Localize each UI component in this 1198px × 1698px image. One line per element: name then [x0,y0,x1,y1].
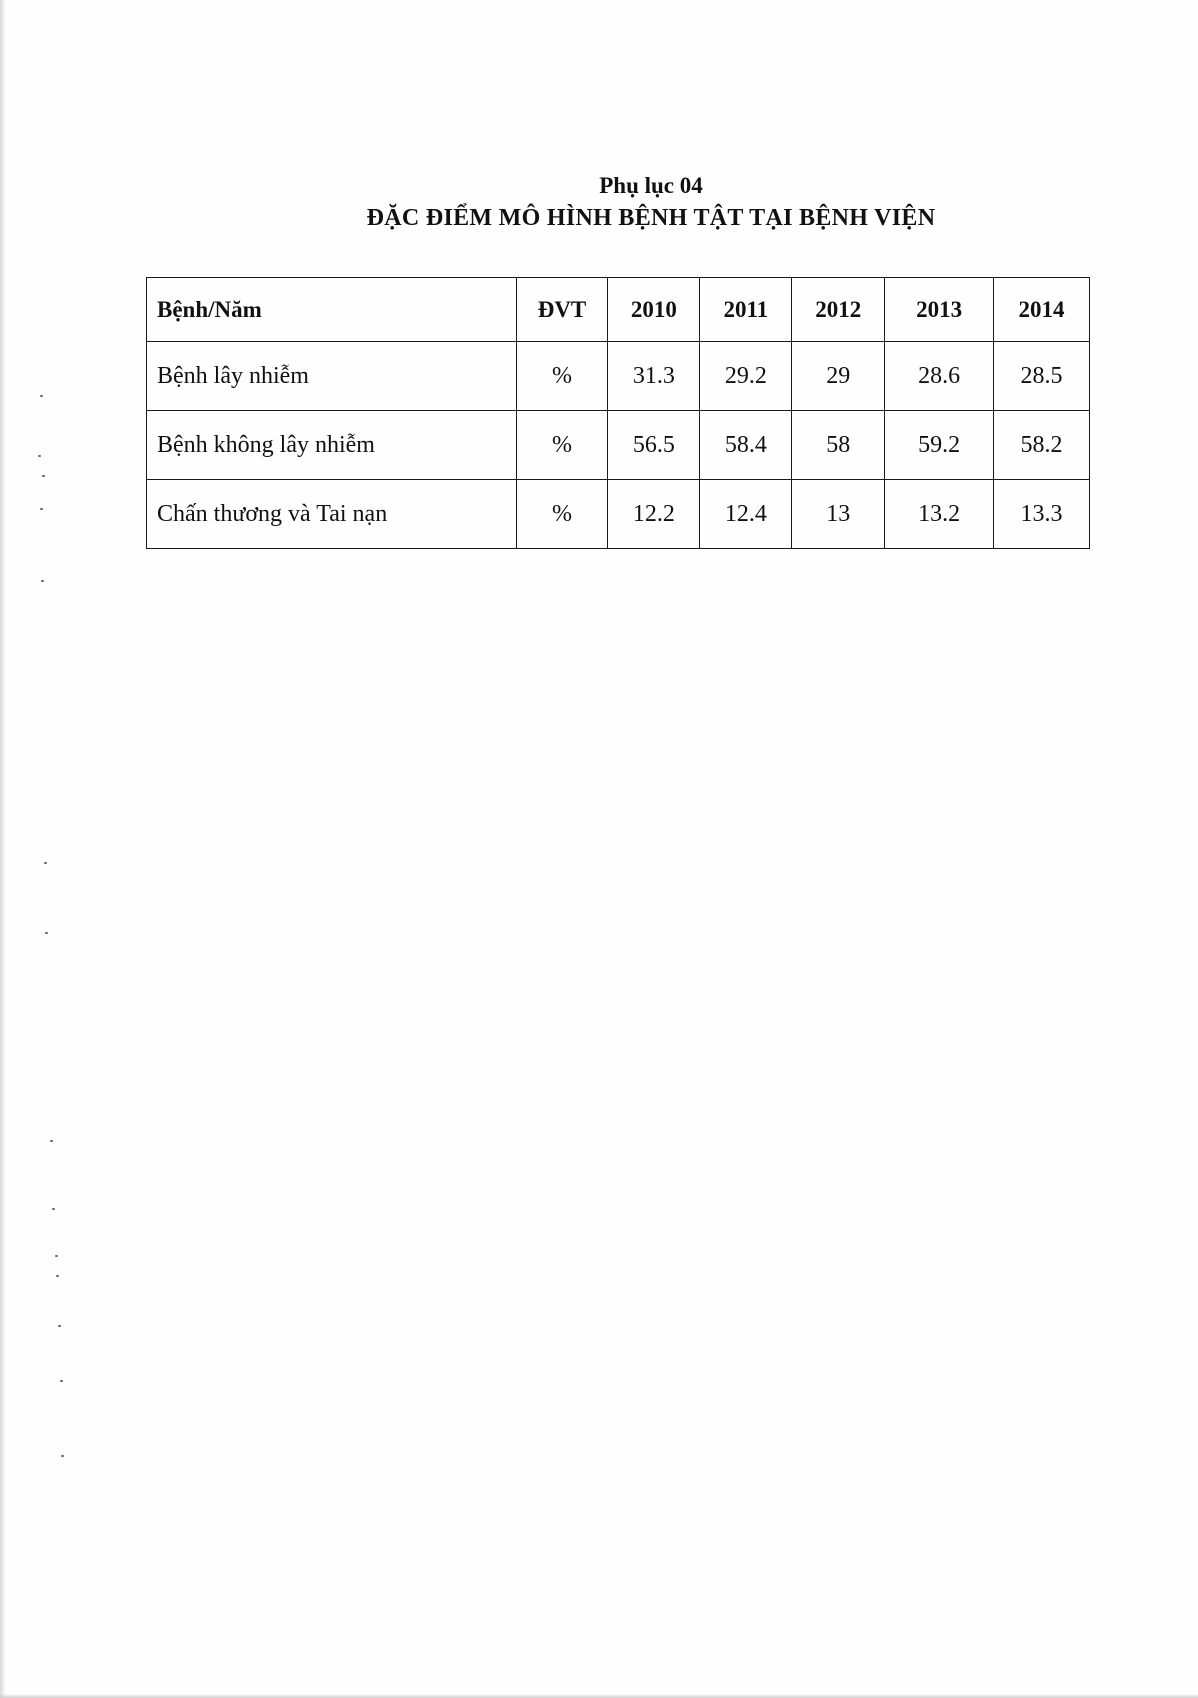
scan-speck [52,1208,55,1210]
document-title: ĐẶC ĐIỂM MÔ HÌNH BỆNH TẬT TẠI BỆNH VIỆN [366,205,936,231]
scan-speck [55,1255,58,1257]
header-year-2012: 2012 [792,278,885,342]
cell-unit: % [516,342,608,411]
table-header-row [147,278,1090,342]
scan-speck [45,932,48,934]
cell-value: 58.2 [994,411,1090,480]
scan-speck [60,1380,63,1382]
header-year-2014: 2014 [994,278,1090,342]
table-row [147,411,1090,480]
cell-value: 29 [792,342,885,411]
scan-speck [61,1455,64,1457]
row-label: Bệnh không lây nhiễm [147,411,517,480]
disease-pattern-table [146,277,1090,549]
row-label: Chấn thương và Tai nạn [147,480,517,549]
cell-value: 12.4 [700,480,792,549]
scan-bottom-edge [0,1694,1198,1698]
cell-value: 13.3 [994,480,1090,549]
cell-unit: % [516,480,608,549]
scan-speck [41,580,44,582]
cell-value: 13 [792,480,885,549]
scan-speck [50,1140,53,1142]
appendix-label: Phụ lục 04 [599,173,703,198]
header-unit: ĐVT [516,278,608,342]
scan-speck [42,475,45,477]
header-year-2010: 2010 [608,278,700,342]
scan-left-edge [0,0,6,1698]
cell-value: 13.2 [885,480,994,549]
cell-value: 28.5 [994,342,1090,411]
table-row [147,480,1090,549]
header-year-2013: 2013 [885,278,994,342]
scan-speck [40,508,43,510]
cell-value: 12.2 [608,480,700,549]
scan-speck [56,1275,59,1277]
cell-value: 58 [792,411,885,480]
row-label: Bệnh lây nhiễm [147,342,517,411]
cell-value: 31.3 [608,342,700,411]
scan-speck [38,455,41,457]
table-row [147,342,1090,411]
cell-unit: % [516,411,608,480]
cell-value: 56.5 [608,411,700,480]
header-year-2011: 2011 [700,278,792,342]
cell-value: 28.6 [885,342,994,411]
scan-speck [58,1325,61,1327]
scan-speck [40,395,43,397]
scan-speck [44,862,47,864]
header-disease-year: Bệnh/Năm [147,278,517,342]
cell-value: 29.2 [700,342,792,411]
cell-value: 59.2 [885,411,994,480]
cell-value: 58.4 [700,411,792,480]
